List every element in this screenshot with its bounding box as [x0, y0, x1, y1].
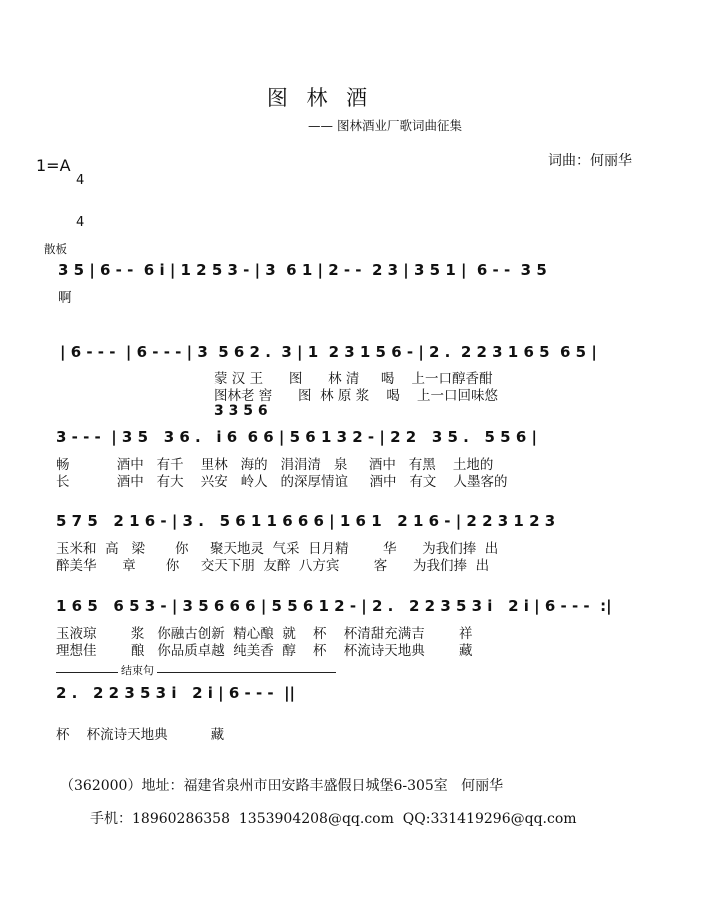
score-row-3-notes: 3 - - - | 3 5 3 6 . i 6 6 6 | 5 6 1 3 2 - | 2 2 3 5 . 5 5 6 | — [56, 428, 537, 446]
time-signature-top: 4 — [76, 173, 85, 188]
score-row-4-notes: 5 7 5 2 1 6 - | 3 . 5 6 1 1 6 6 6 | 1 6 1 2 1 6 - | 2 2 3 1 2 3 — [56, 512, 556, 530]
score-row-5-lyric-2: 理想佳 酿 你品质卓越 纯美香 醇 杯 杯流诗天地典 藏 — [56, 643, 473, 659]
ending-bracket-line — [56, 672, 336, 673]
score-row-4-lyric-1: 玉米和 高 梁 你 聚天地灵 气采 日月精 华 为我们捧 出 — [56, 541, 499, 557]
score-row-4-lyric-2: 醉美华 章 你 交天下朋 友醉 八方宾 客 为我们捧 出 — [56, 558, 490, 574]
song-title: 图 林 酒 — [266, 86, 374, 110]
score-row-6-lyric: 杯 杯流诗天地典 藏 — [56, 727, 225, 743]
score-row-2-lyric-2: 图林老 窖 图 林 原 浆 喝 上一口回味悠 — [214, 388, 499, 404]
score-row-5-notes: 1 6 5 6 5 3 - | 3 5 6 6 6 | 5 5 6 1 2 - | 2 . 2 2 3 5 3 i 2 i | 6 - - - :| — [56, 597, 612, 615]
score-row-1-notes: 3 5 | 6 - - 6 i | 1 2 5 3 - | 3 6 1 | 2 - - 2 3 | 3 5 1 | 6 - - 3 5 — [58, 261, 547, 279]
time-signature-bottom: 4 — [76, 215, 85, 230]
score-row-5-lyric-1: 玉液琼 浆 你融古创新 精心酿 就 杯 杯清甜充满吉 祥 — [56, 626, 473, 642]
tempo-marking: 散板 — [44, 242, 67, 256]
pickup-notes: 3 3 5 6 — [214, 403, 268, 419]
score-row-2-lyric-1: 蒙 汉 王 图 林 清 喝 上一口醇香酣 — [214, 371, 493, 387]
footer-contact: 手机：18960286358 1353904208@qq.com QQ:331419296@qq.com — [90, 811, 577, 827]
credit: 词曲：何丽华 — [548, 153, 632, 169]
time-signature — [76, 146, 84, 244]
score-row-2-notes: | 6 - - - | 6 - - - | 3 5 6 2 . 3 | 1 2 3 1 5 6 - | 2 . 2 2 3 1 6 5 6 5 | — [60, 343, 597, 361]
subtitle: —— 图林酒业厂歌词曲征集 — [308, 118, 462, 133]
ending-label: 结束句 — [118, 662, 157, 678]
score-row-6-notes: 2 . 2 2 3 5 3 i 2 i | 6 - - - || — [56, 684, 296, 702]
footer-address: （362000）地址：福建省泉州市田安路丰盛假日城堡6-305室 何丽华 — [60, 778, 504, 794]
key-signature: 1=A — [36, 156, 71, 175]
score-row-3-lyric-2: 长 酒中 有大 兴安 岭人 的深厚情谊 酒中 有文 人墨客的 — [56, 474, 508, 490]
score-row-3-lyric-1: 畅 酒中 有千 里林 海的 涓涓清 泉 酒中 有黑 土地的 — [56, 457, 494, 473]
score-row-1-lyric: 啊 — [58, 290, 72, 306]
